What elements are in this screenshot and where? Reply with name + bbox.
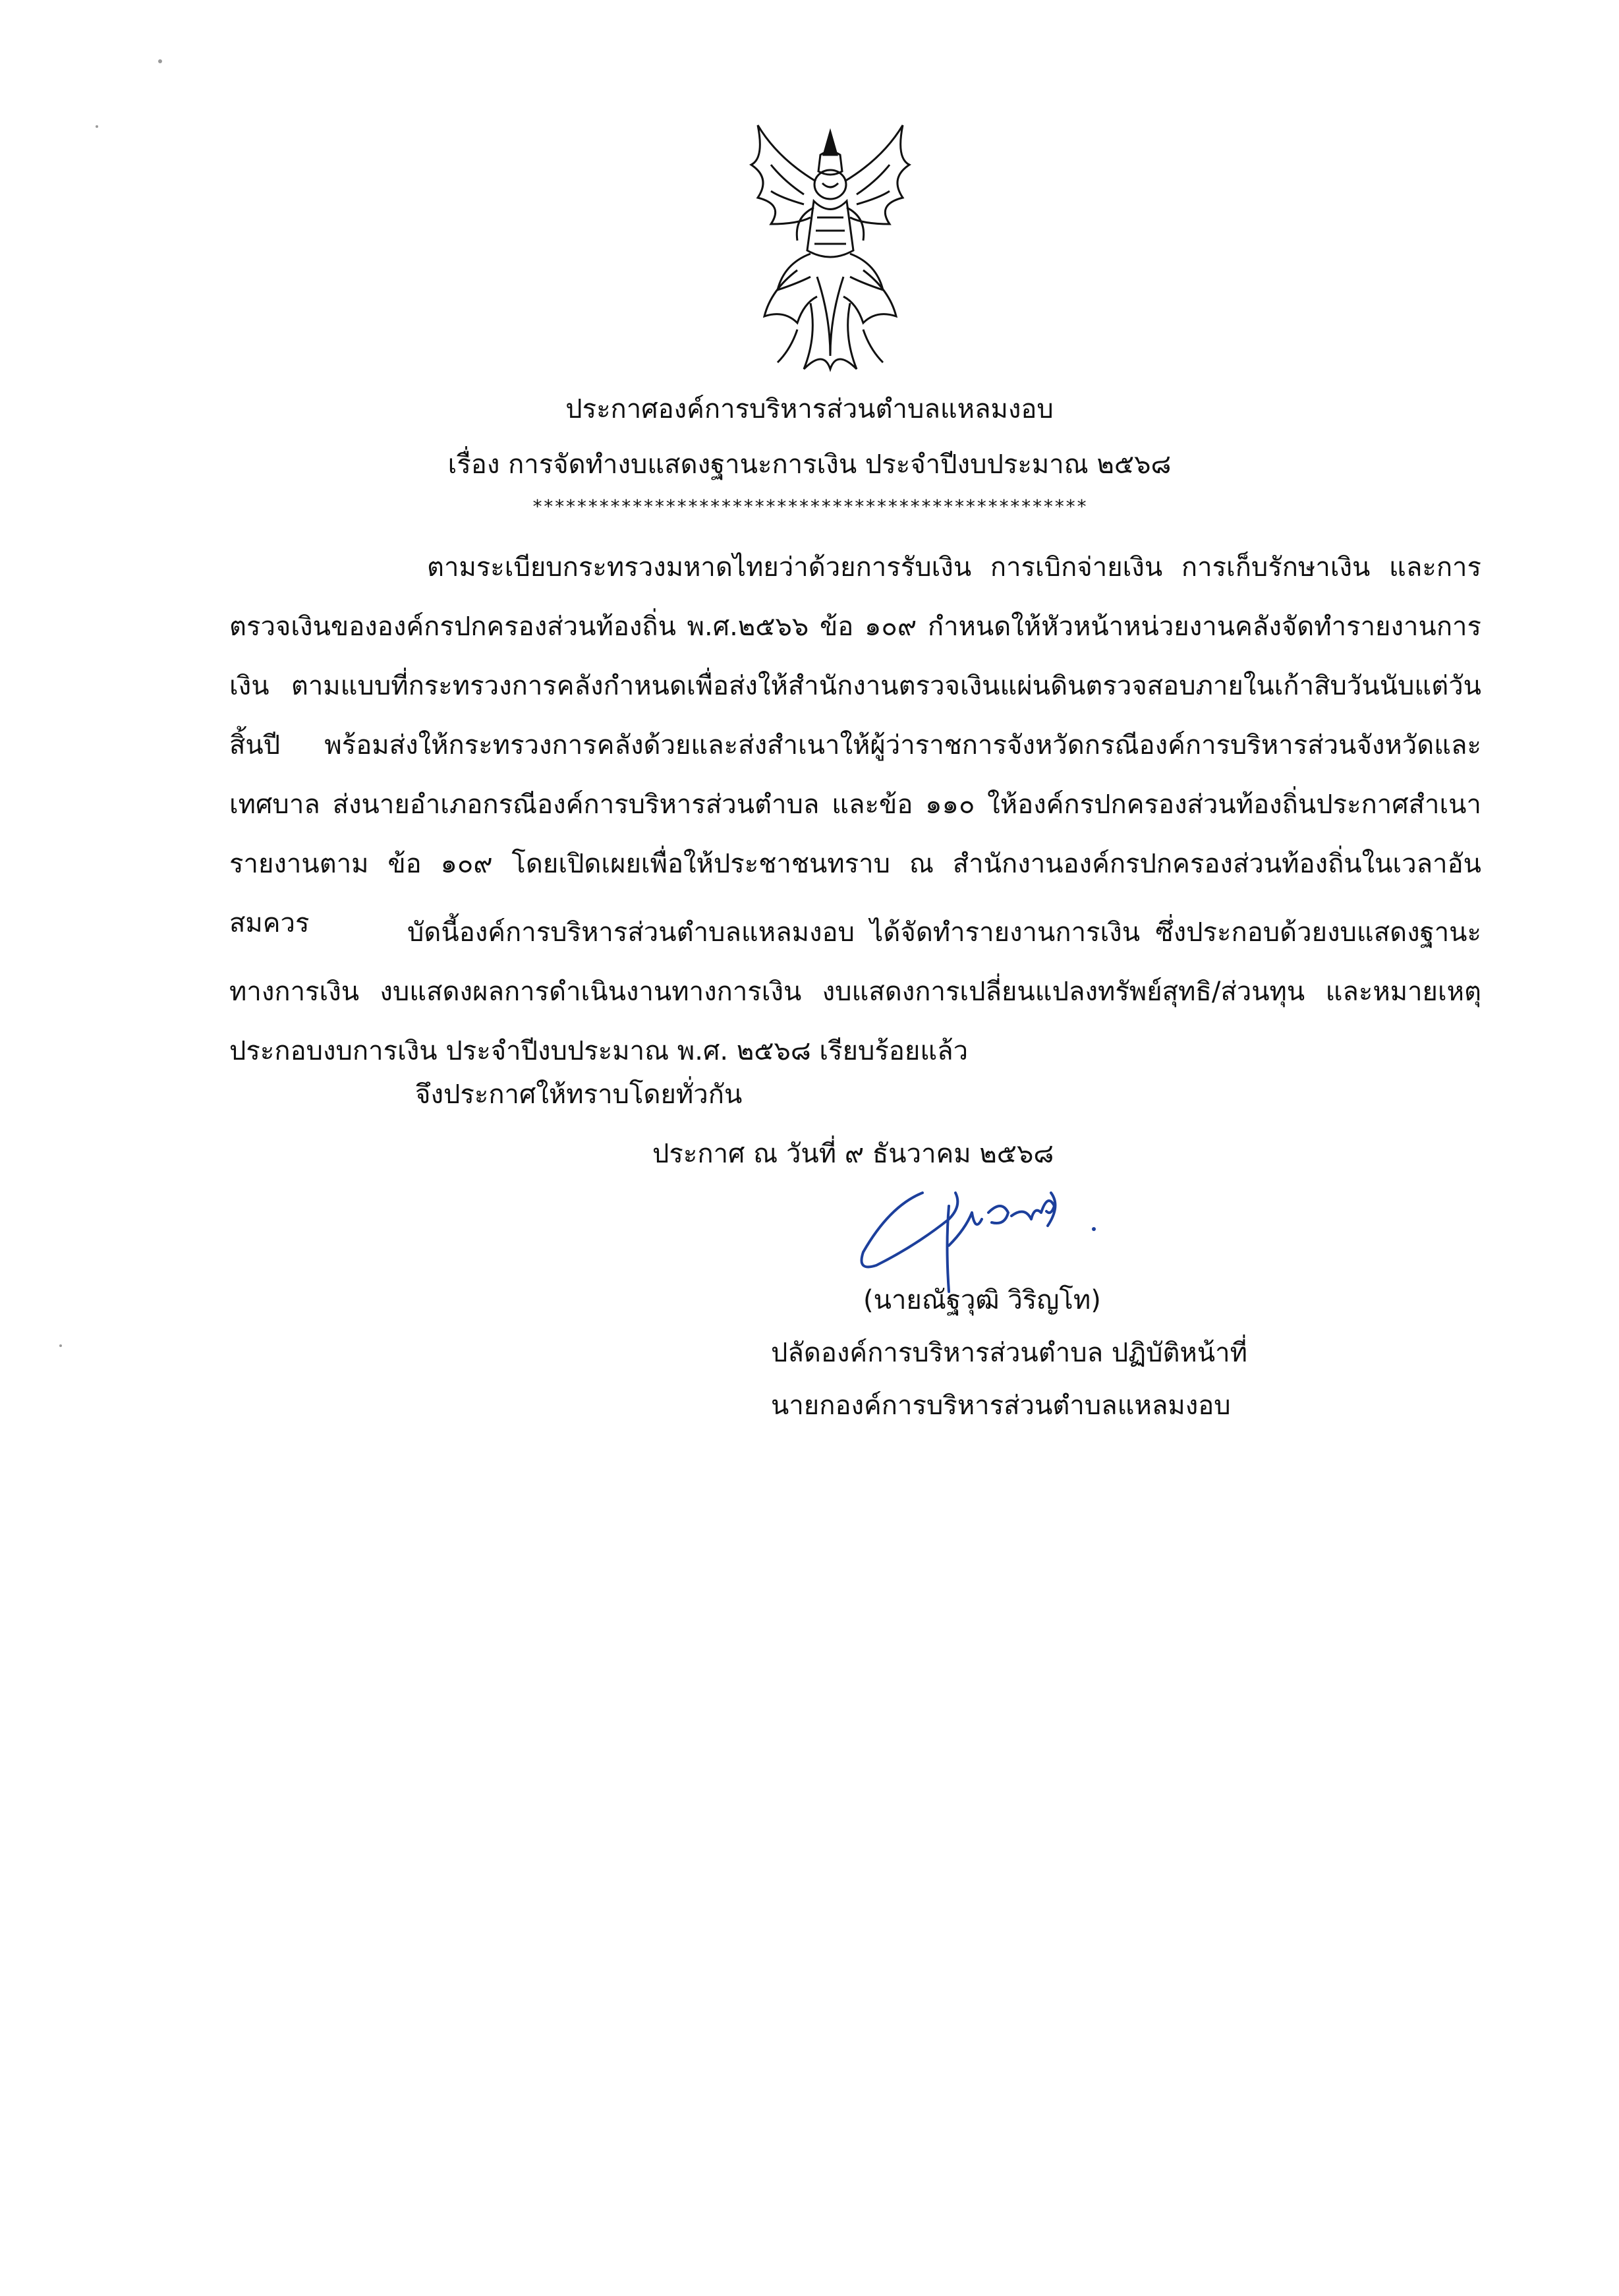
- separator-line: **************************************************: [532, 496, 1087, 517]
- signer-position: ปลัดองค์การบริหารส่วนตำบล ปฏิบัติหน้าที่: [771, 1338, 1247, 1368]
- signer-acting-position: นายกองค์การบริหารส่วนตำบลแหลมงอบ: [771, 1391, 1231, 1421]
- garuda-emblem-icon: [731, 119, 929, 382]
- announcement-date: ประกาศ ณ วันที่ ๙ ธันวาคม ๒๕๖๘: [652, 1139, 1054, 1169]
- scan-speck: [158, 59, 162, 63]
- scan-speck: [96, 125, 98, 128]
- signer-name: (นายณัฐวุฒิ วิริญโท): [863, 1285, 1101, 1315]
- announcement-title: ประกาศองค์การบริหารส่วนตำบลแหลมงอบ: [565, 394, 1054, 424]
- scan-speck: [59, 1344, 62, 1347]
- body-paragraph-2: บัดนี้องค์การบริหารส่วนตำบลแหลมงอบ ได้จัดทำรายงานการเงิน ซึ่งประกอบด้วยงบแสดงฐานะทางการเงิน งบแสดงผลการดำเนินงานทางการเงิน งบแสดงการเปลี่ยนแปลงทรัพย์สุทธิ/ส่วนทุน และหมายเหตุประกอบงบการเงิน ประจำปีงบประมาณ พ.ศ. ๒๕๖๘ เรียบร้อยแล้ว: [229, 917, 1481, 1066]
- body-paragraph-1: ตามระเบียบกระทรวงมหาดไทยว่าด้วยการรับเงิน การเบิกจ่ายเงิน การเก็บรักษาเงิน และการตรวจเงินขององค์กรปกครองส่วนท้องถิ่น พ.ศ.๒๕๖๖ ข้อ ๑๐๙ กำหนดให้หัวหน้าหน่วยงานคลังจัดทำรายงานการเงิน ตามแบบที่กระทรวงการคลังกำหนดเพื่อส่งให้สำนักงานตรวจเงินแผ่นดินตรวจสอบภายในเก้าสิบวันนับแต่วันสิ้นปี พร้อมส่งให้กระทรวงการคลังด้วยและส่งสำเนาให้ผู้ว่าราชการจังหวัดกรณีองค์การบริหารส่วนจังหวัดและเทศบาล ส่งนายอำเภอกรณีองค์การบริหารส่วนตำบล และข้อ ๑๑๐ ให้องค์กรปกครองส่วนท้องถิ่นประกาศสำเนารายงานตาม ข้อ ๑๐๙ โดยเปิดเผยเพื่อให้ประชาชนทราบ ณ สำนักงานองค์กรปกครองส่วนท้องถิ่นในเวลาอันสมควร: [229, 552, 1481, 938]
- announcement-subject: เรื่อง การจัดทำงบแสดงฐานะการเงิน ประจำปีงบประมาณ ๒๕๖๘: [447, 449, 1172, 480]
- closing-statement: จึงประกาศให้ทราบโดยทั่วกัน: [415, 1079, 743, 1110]
